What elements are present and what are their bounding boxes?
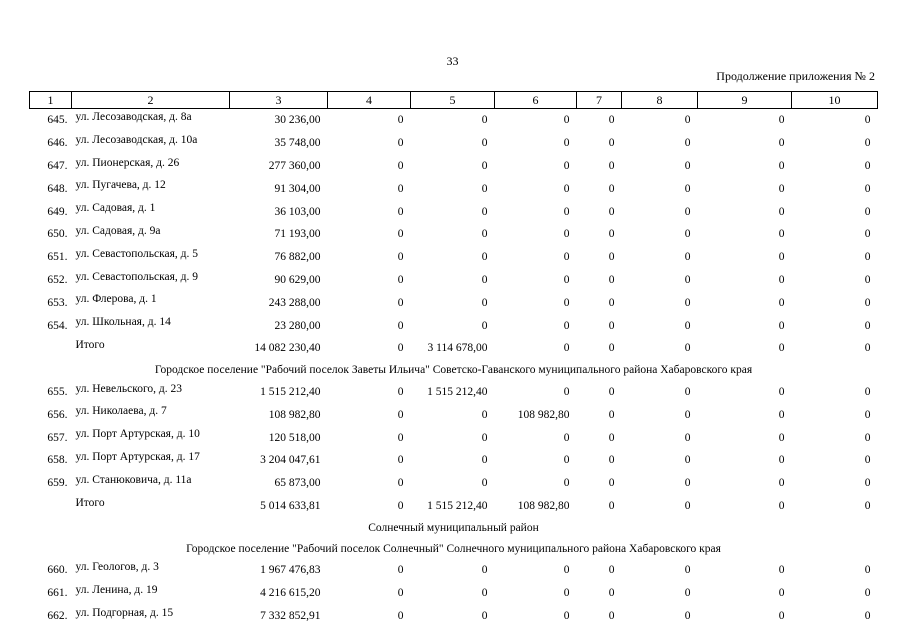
value-cell-c3: 90 629,00 [274,273,321,286]
value-cell-c8: 0 [684,228,691,241]
value-cell-c8: 0 [684,319,691,332]
value-cell-c9: 0 [778,431,785,444]
value-cell-c4: 0 [397,251,404,264]
row-number: 655. [47,385,68,398]
value-cell-c8: 0 [684,477,691,490]
value-cell-c4: 0 [397,431,404,444]
value-cell-c10: 0 [864,454,871,467]
total-row [30,337,878,360]
value-cell-c10: 0 [864,609,871,622]
value-cell-c9: 0 [778,477,785,490]
total-label: Итого [75,338,105,351]
value-cell-c3: 36 103,00 [274,205,321,218]
value-cell-c9: 0 [778,587,785,600]
value-cell-c9: 0 [778,205,785,218]
value-cell-c6: 108 982,80 [517,499,570,512]
address-cell: ул. Школьная, д. 14 [75,316,171,329]
value-cell-c7: 0 [608,609,615,622]
value-cell-c5: 0 [481,137,488,150]
value-cell-c10: 0 [864,319,871,332]
value-cell-c5: 0 [481,296,488,309]
value-cell-c7: 0 [608,564,615,577]
value-cell-c5: 0 [481,408,488,421]
value-cell-c4: 0 [397,159,404,172]
value-cell-c10: 0 [864,251,871,264]
value-cell-c10: 0 [864,296,871,309]
row-number: 646. [47,137,68,150]
value-cell-c7: 0 [608,319,615,332]
value-cell-c8: 0 [684,609,691,622]
row-number: 648. [47,182,68,195]
value-cell-c5: 0 [481,114,488,127]
section-heading-row [30,517,878,538]
value-cell-c6: 0 [563,454,570,467]
section-heading-row [30,360,878,381]
value-cell-c9: 0 [778,342,785,355]
value-cell-c9: 0 [778,182,785,195]
total-row [30,495,878,518]
table-row [30,426,878,449]
row-number: 654. [47,319,68,332]
value-cell-c8: 0 [684,385,691,398]
value-cell-c6: 0 [563,273,570,286]
value-cell-c10: 0 [864,182,871,195]
table-row [30,177,878,200]
value-cell-c4: 0 [397,564,404,577]
value-cell-c6: 0 [563,385,570,398]
value-cell-c3: 3 204 047,61 [260,454,321,467]
value-cell-c10: 0 [864,408,871,421]
value-cell-c7: 0 [608,385,615,398]
value-cell-c8: 0 [684,296,691,309]
table-row [30,381,878,404]
row-number: 660. [47,564,68,577]
section-heading: Солнечный муниципальный район [368,521,539,534]
value-cell-c7: 0 [608,477,615,490]
header-cell: 4 [328,92,411,109]
row-number: 652. [47,273,68,286]
value-cell-c10: 0 [864,114,871,127]
value-cell-c6: 0 [563,114,570,127]
value-cell-c5: 0 [481,182,488,195]
value-cell-c5: 0 [481,431,488,444]
value-cell-c10: 0 [864,564,871,577]
address-cell: ул. Геологов, д. 3 [75,560,159,573]
value-cell-c3: 5 014 633,81 [260,499,321,512]
row-number [30,495,72,518]
row-number: 658. [47,454,68,467]
table-row [30,109,878,132]
value-cell-c8: 0 [684,499,691,512]
header-cell: 5 [411,92,495,109]
table-row [30,472,878,495]
value-cell-c8: 0 [684,587,691,600]
value-cell-c9: 0 [778,273,785,286]
value-cell-c5: 0 [481,205,488,218]
value-cell-c3: 108 982,80 [268,408,321,421]
address-cell: ул. Николаева, д. 7 [75,405,167,418]
value-cell-c4: 0 [397,273,404,286]
value-cell-c4: 0 [397,228,404,241]
row-number: 651. [47,251,68,264]
table-row [30,582,878,605]
value-cell-c5: 0 [481,228,488,241]
value-cell-c3: 1 967 476,83 [260,564,321,577]
value-cell-c7: 0 [608,587,615,600]
section-heading: Городское поселение "Рабочий поселок Заветы Ильича" Советско-Гаванского муниципального района Хабаровского края [154,364,753,377]
table-row [30,246,878,269]
address-cell: ул. Невельского, д. 23 [75,382,182,395]
value-cell-c10: 0 [864,587,871,600]
value-cell-c4: 0 [397,408,404,421]
header-cell: 6 [495,92,577,109]
value-cell-c6: 0 [563,205,570,218]
value-cell-c5: 0 [481,319,488,332]
value-cell-c7: 0 [608,408,615,421]
value-cell-c7: 0 [608,228,615,241]
value-cell-c7: 0 [608,499,615,512]
value-cell-c4: 0 [397,385,404,398]
table-row [30,403,878,426]
address-cell: ул. Флерова, д. 1 [75,293,157,306]
value-cell-c9: 0 [778,137,785,150]
value-cell-c10: 0 [864,499,871,512]
value-cell-c6: 0 [563,431,570,444]
value-cell-c7: 0 [608,431,615,444]
row-number [30,337,72,360]
value-cell-c10: 0 [864,385,871,398]
value-cell-c8: 0 [684,159,691,172]
value-cell-c7: 0 [608,296,615,309]
table-row [30,200,878,223]
value-cell-c4: 0 [397,477,404,490]
row-number: 657. [47,431,68,444]
header-cell: 8 [622,92,698,109]
value-cell-c6: 0 [563,251,570,264]
value-cell-c8: 0 [684,564,691,577]
value-cell-c8: 0 [684,137,691,150]
value-cell-c7: 0 [608,205,615,218]
value-cell-c8: 0 [684,182,691,195]
value-cell-c4: 0 [397,205,404,218]
table-row [30,314,878,337]
value-cell-c3: 277 360,00 [268,159,321,172]
address-cell: ул. Ленина, д. 19 [75,583,158,596]
continuation-caption: Продолжение приложения № 2 [716,69,875,83]
value-cell-c4: 0 [397,499,404,512]
value-cell-c8: 0 [684,431,691,444]
row-number: 650. [47,228,68,241]
value-cell-c10: 0 [864,477,871,490]
row-number: 656. [47,408,68,421]
table-row [30,132,878,155]
value-cell-c10: 0 [864,342,871,355]
table-row [30,605,878,628]
value-cell-c4: 0 [397,319,404,332]
address-cell: ул. Садовая, д. 1 [75,202,156,215]
value-cell-c3: 23 280,00 [274,319,321,332]
value-cell-c10: 0 [864,137,871,150]
value-cell-c3: 91 304,00 [274,182,321,195]
row-number: 649. [47,205,68,218]
page-number: 33 [446,54,459,68]
address-cell: ул. Пугачева, д. 12 [75,179,166,192]
value-cell-c8: 0 [684,342,691,355]
value-cell-c4: 0 [397,342,404,355]
table-row [30,223,878,246]
value-cell-c8: 0 [684,408,691,421]
address-cell: ул. Порт Артурская, д. 10 [75,428,200,441]
value-cell-c3: 65 873,00 [274,477,321,490]
value-cell-c9: 0 [778,251,785,264]
value-cell-c9: 0 [778,385,785,398]
value-cell-c9: 0 [778,159,785,172]
value-cell-c9: 0 [778,319,785,332]
value-cell-c6: 108 982,80 [517,408,570,421]
value-cell-c6: 0 [563,182,570,195]
value-cell-c8: 0 [684,454,691,467]
address-cell: ул. Подгорная, д. 15 [75,606,174,619]
value-cell-c9: 0 [778,499,785,512]
row-number: 662. [47,609,68,622]
value-cell-c9: 0 [778,114,785,127]
value-cell-c5: 0 [481,477,488,490]
value-cell-c10: 0 [864,159,871,172]
total-label: Итого [75,496,105,509]
value-cell-c9: 0 [778,564,785,577]
value-cell-c6: 0 [563,228,570,241]
value-cell-c8: 0 [684,273,691,286]
value-cell-c7: 0 [608,137,615,150]
value-cell-c10: 0 [864,205,871,218]
appendix-table [29,91,878,627]
value-cell-c3: 4 216 615,20 [260,587,321,600]
address-cell: ул. Порт Артурская, д. 17 [75,450,200,463]
table-body [30,109,878,628]
header-cell: 3 [230,92,328,109]
value-cell-c6: 0 [563,342,570,355]
value-cell-c3: 14 082 230,40 [254,342,321,355]
header-cell: 1 [30,92,72,109]
section-heading: Городское поселение "Рабочий поселок Солнечный" Солнечного муниципального района Хабаровского края [186,542,721,555]
value-cell-c4: 0 [397,137,404,150]
header-cell: 7 [577,92,622,109]
table-row [30,155,878,178]
row-number: 647. [47,159,68,172]
value-cell-c10: 0 [864,273,871,286]
value-cell-c5: 1 515 212,40 [427,499,488,512]
address-cell: ул. Севастопольская, д. 9 [75,270,199,283]
value-cell-c6: 0 [563,587,570,600]
value-cell-c6: 0 [563,609,570,622]
value-cell-c5: 0 [481,251,488,264]
value-cell-c5: 1 515 212,40 [427,385,488,398]
value-cell-c6: 0 [563,564,570,577]
value-cell-c8: 0 [684,205,691,218]
value-cell-c6: 0 [563,159,570,172]
section-heading-row [30,538,878,559]
value-cell-c3: 7 332 852,91 [260,609,321,622]
header-cell: 2 [72,92,230,109]
row-number: 659. [47,477,68,490]
address-cell: ул. Станюковича, д. 11а [75,473,192,486]
value-cell-c3: 30 236,00 [274,114,321,127]
value-cell-c9: 0 [778,454,785,467]
value-cell-c5: 0 [481,587,488,600]
value-cell-c10: 0 [864,228,871,241]
value-cell-c5: 0 [481,273,488,286]
value-cell-c8: 0 [684,251,691,264]
value-cell-c7: 0 [608,273,615,286]
value-cell-c4: 0 [397,182,404,195]
value-cell-c5: 3 114 678,00 [427,342,488,355]
row-number: 661. [47,587,68,600]
value-cell-c5: 0 [481,564,488,577]
value-cell-c7: 0 [608,251,615,264]
table-row [30,449,878,472]
value-cell-c3: 76 882,00 [274,251,321,264]
value-cell-c9: 0 [778,408,785,421]
header-cell: 9 [698,92,792,109]
value-cell-c4: 0 [397,609,404,622]
column-number-header [30,92,878,109]
value-cell-c4: 0 [397,587,404,600]
value-cell-c7: 0 [608,454,615,467]
value-cell-c5: 0 [481,454,488,467]
table-row [30,291,878,314]
value-cell-c5: 0 [481,159,488,172]
value-cell-c6: 0 [563,477,570,490]
address-cell: ул. Лесозаводская, д. 8а [75,111,192,123]
value-cell-c9: 0 [778,296,785,309]
table-row [30,559,878,582]
value-cell-c7: 0 [608,342,615,355]
row-number: 645. [47,114,68,127]
row-number: 653. [47,296,68,309]
address-cell: ул. Севастопольская, д. 5 [75,247,199,260]
value-cell-c6: 0 [563,296,570,309]
value-cell-c7: 0 [608,182,615,195]
value-cell-c4: 0 [397,296,404,309]
value-cell-c3: 35 748,00 [274,137,321,150]
value-cell-c7: 0 [608,114,615,127]
value-cell-c3: 1 515 212,40 [260,385,321,398]
value-cell-c3: 120 518,00 [268,431,321,444]
value-cell-c7: 0 [608,159,615,172]
value-cell-c8: 0 [684,114,691,127]
table-row [30,269,878,292]
address-cell: ул. Пионерская, д. 26 [75,156,180,169]
value-cell-c5: 0 [481,609,488,622]
value-cell-c9: 0 [778,609,785,622]
value-cell-c10: 0 [864,431,871,444]
value-cell-c4: 0 [397,454,404,467]
value-cell-c4: 0 [397,114,404,127]
value-cell-c3: 243 288,00 [268,296,321,309]
value-cell-c3: 71 193,00 [274,228,321,241]
value-cell-c6: 0 [563,137,570,150]
address-cell: ул. Лесозаводская, д. 10а [75,133,198,146]
value-cell-c9: 0 [778,228,785,241]
address-cell: ул. Садовая, д. 9а [75,224,161,237]
value-cell-c6: 0 [563,319,570,332]
header-cell: 10 [792,92,878,109]
